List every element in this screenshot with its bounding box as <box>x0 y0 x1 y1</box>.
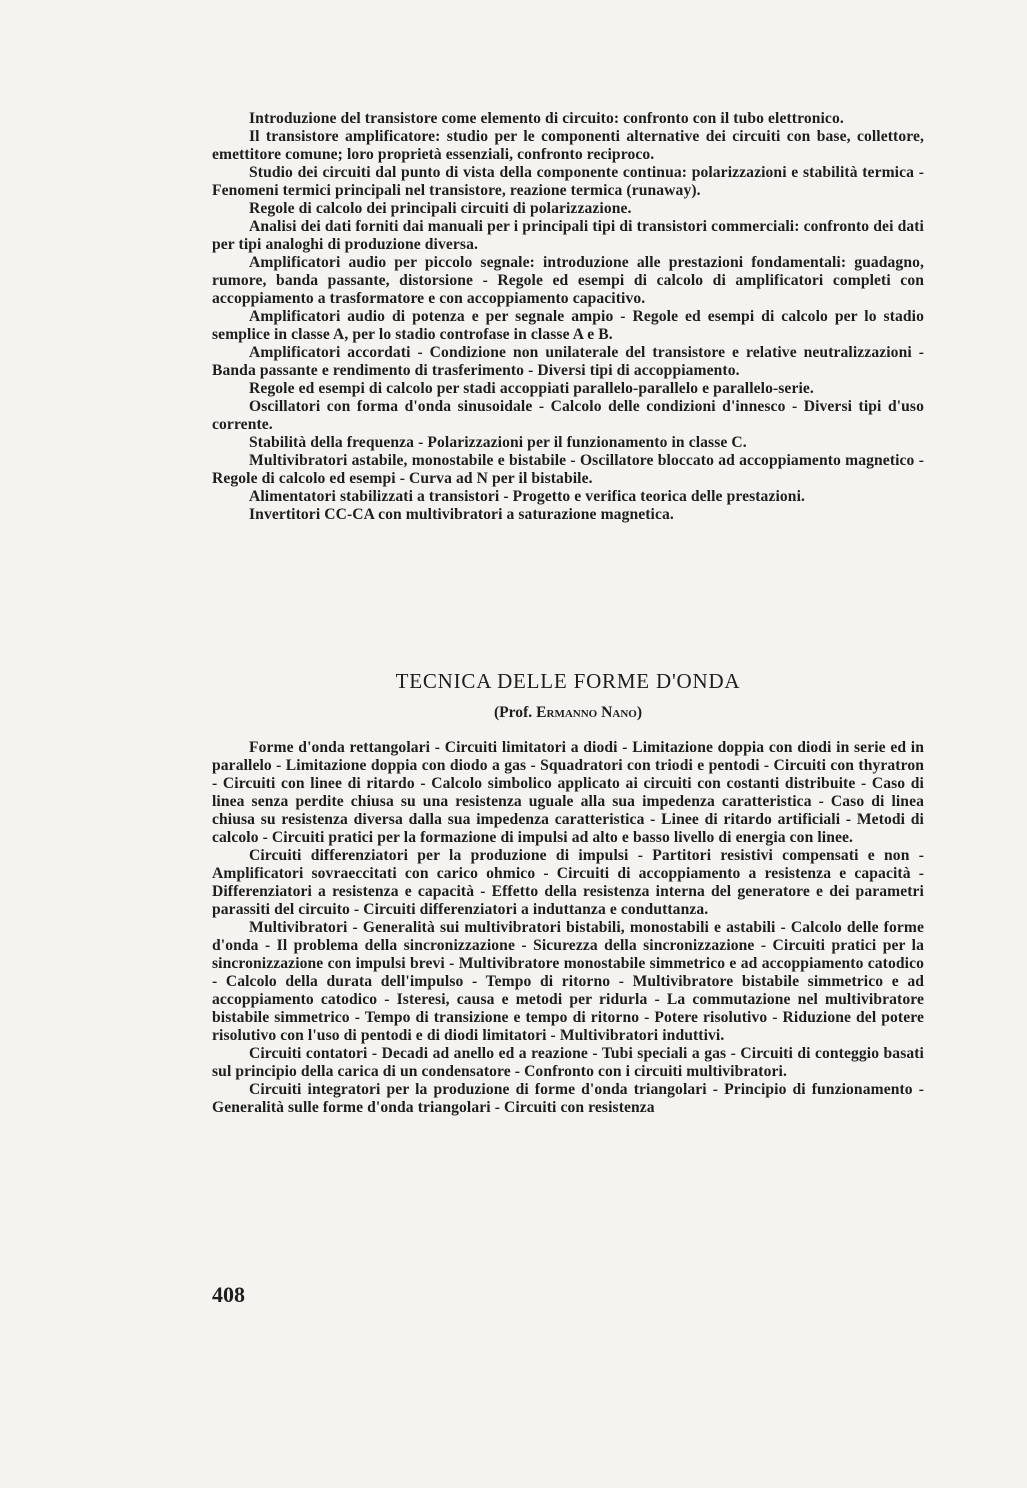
paragraph: Regole di calcolo dei principali circuiti di polarizzazione. <box>249 200 632 217</box>
paragraph: Circuiti contatori - Decadi ad anello ed a reazione - Tubi speciali a gas - Circuiti di conteggio basati sul principio della carica di un condensatore - Confronto con i circuiti multivibratori. <box>212 1045 924 1080</box>
author-suffix: ) <box>636 704 643 721</box>
paragraph: Oscillatori con forma d'onda sinusoidale - Calcolo delle condizioni d'innesco - Diversi tipi d'uso corrente. <box>212 398 924 433</box>
author-name: Ermanno Nano <box>536 704 637 721</box>
paragraph: Circuiti integratori per la produzione di forme d'onda triangolari - Principio di funzionamento - Generalità sulle forme d'onda triangolari - Circuiti con resistenza <box>212 1081 924 1116</box>
paragraph: Regole ed esempi di calcolo per stadi accoppiati parallelo-parallelo e parallelo-serie. <box>249 380 814 397</box>
paragraph: Amplificatori audio di potenza e per segnale ampio - Regole ed esempi di calcolo per lo stadio semplice in classe A, per lo stadio controfase in classe A e B. <box>212 308 924 343</box>
paragraph: Amplificatori audio per piccolo segnale: introduzione alle prestazioni fondamentali: guadagno, rumore, banda passante, distorsione - Regole ed esempi di calcolo di amplificatori completi con accoppiamento a trasformatore e con accoppiamento capacitivo. <box>212 254 924 307</box>
paragraph: Alimentatori stabilizzati a transistori - Progetto e verifica teorica delle prestazioni. <box>249 488 806 505</box>
section-author <box>212 704 924 722</box>
paragraph: Analisi dei dati forniti dai manuali per i principali tipi di transistori commerciali: confronto dei dati per tipi analoghi di produzione diversa. <box>212 218 924 253</box>
author-prefix: (Prof. <box>493 704 537 721</box>
paragraph: Introduzione del transistore come elemento di circuito: confronto con il tubo elettronico. <box>249 110 844 127</box>
paragraph: Multivibratori astabile, monostabile e bistabile - Oscillatore bloccato ad accoppiamento magnetico - Regole di calcolo ed esempi - Curva ad N per il bistabile. <box>212 452 924 487</box>
paragraph: Multivibratori - Generalità sui multivibratori bistabili, monostabili e astabili - Calcolo delle forme d'onda - Il problema della sincronizzazione - Sicurezza della sincronizzazione - Circuiti pratici per la sincronizzazione con impulsi brevi - Multivibratore monostabile simmetrico e ad accoppiamento catodico - Calcolo della durata dell'impulso - Tempo di ritorno - Multivibratore bistabile simmetrico e ad accoppiamento catodico - Isteresi, causa e metodi per ridurla - La commutazione nel multivibratore bistabile simmetrico - Tempo di transizione e tempo di ritorno - Potere risolutivo - Riduzione del potere risolutivo con l'uso di pentodi e di diodi limitatori - Multivibratori induttivi. <box>212 919 924 1044</box>
paragraph: Invertitori CC-CA con multivibratori a saturazione magnetica. <box>249 506 674 523</box>
page-number: 408 <box>212 1282 245 1307</box>
paragraph: Forme d'onda rettangolari - Circuiti limitatori a diodi - Limitazione doppia con diodi in serie ed in parallelo - Limitazione doppia con diodo a gas - Squadratori con triodi e pentodi - Circuiti con thyratron - Circuiti con linee di ritardo - Calcolo simbolico applicato ai circuiti con costanti distribuite - Caso di linea senza perdite chiusa su una resistenza uguale alla sua impedenza caratteristica - Caso di linea chiusa su resistenza diversa dalla sua impedenza caratteristica - Linee di ritardo artificiali - Metodi di calcolo - Circuiti pratici per la formazione di impulsi ad alto e basso livello di energia con linee. <box>212 739 924 846</box>
paragraph: Studio dei circuiti dal punto di vista della componente continua: polarizzazioni e stabilità termica - Fenomeni termici principali nel transistore, reazione termica (runaway). <box>212 164 924 199</box>
paragraph: Stabilità della frequenza - Polarizzazioni per il funzionamento in classe C. <box>249 434 747 451</box>
paragraph: Circuiti differenziatori per la produzione di impulsi - Partitori resistivi compensati e non - Amplificatori sovraeccitati con carico ohmico - Circuiti di accoppiamento a resistenza e capacità - Differenziatori a resistenza e capacità - Effetto della resistenza interna del generatore e dei parametri parassiti del circuito - Circuiti differenziatori a induttanza e conduttanza. <box>212 847 924 918</box>
syllabus-top-block <box>212 110 924 524</box>
paragraph: Il transistore amplificatore: studio per le componenti alternative dei circuiti con base, collettore, emettitore comune; loro proprietà essenziali, confronto reciproco. <box>212 128 924 163</box>
syllabus-bottom-block <box>212 739 924 1117</box>
paragraph: Amplificatori accordati - Condizione non unilaterale del transistore e relative neutralizzazioni - Banda passante e rendimento di trasferimento - Diversi tipi di accoppiamento. <box>212 344 924 379</box>
section-title: TECNICA DELLE FORME D'ONDA <box>395 669 741 693</box>
